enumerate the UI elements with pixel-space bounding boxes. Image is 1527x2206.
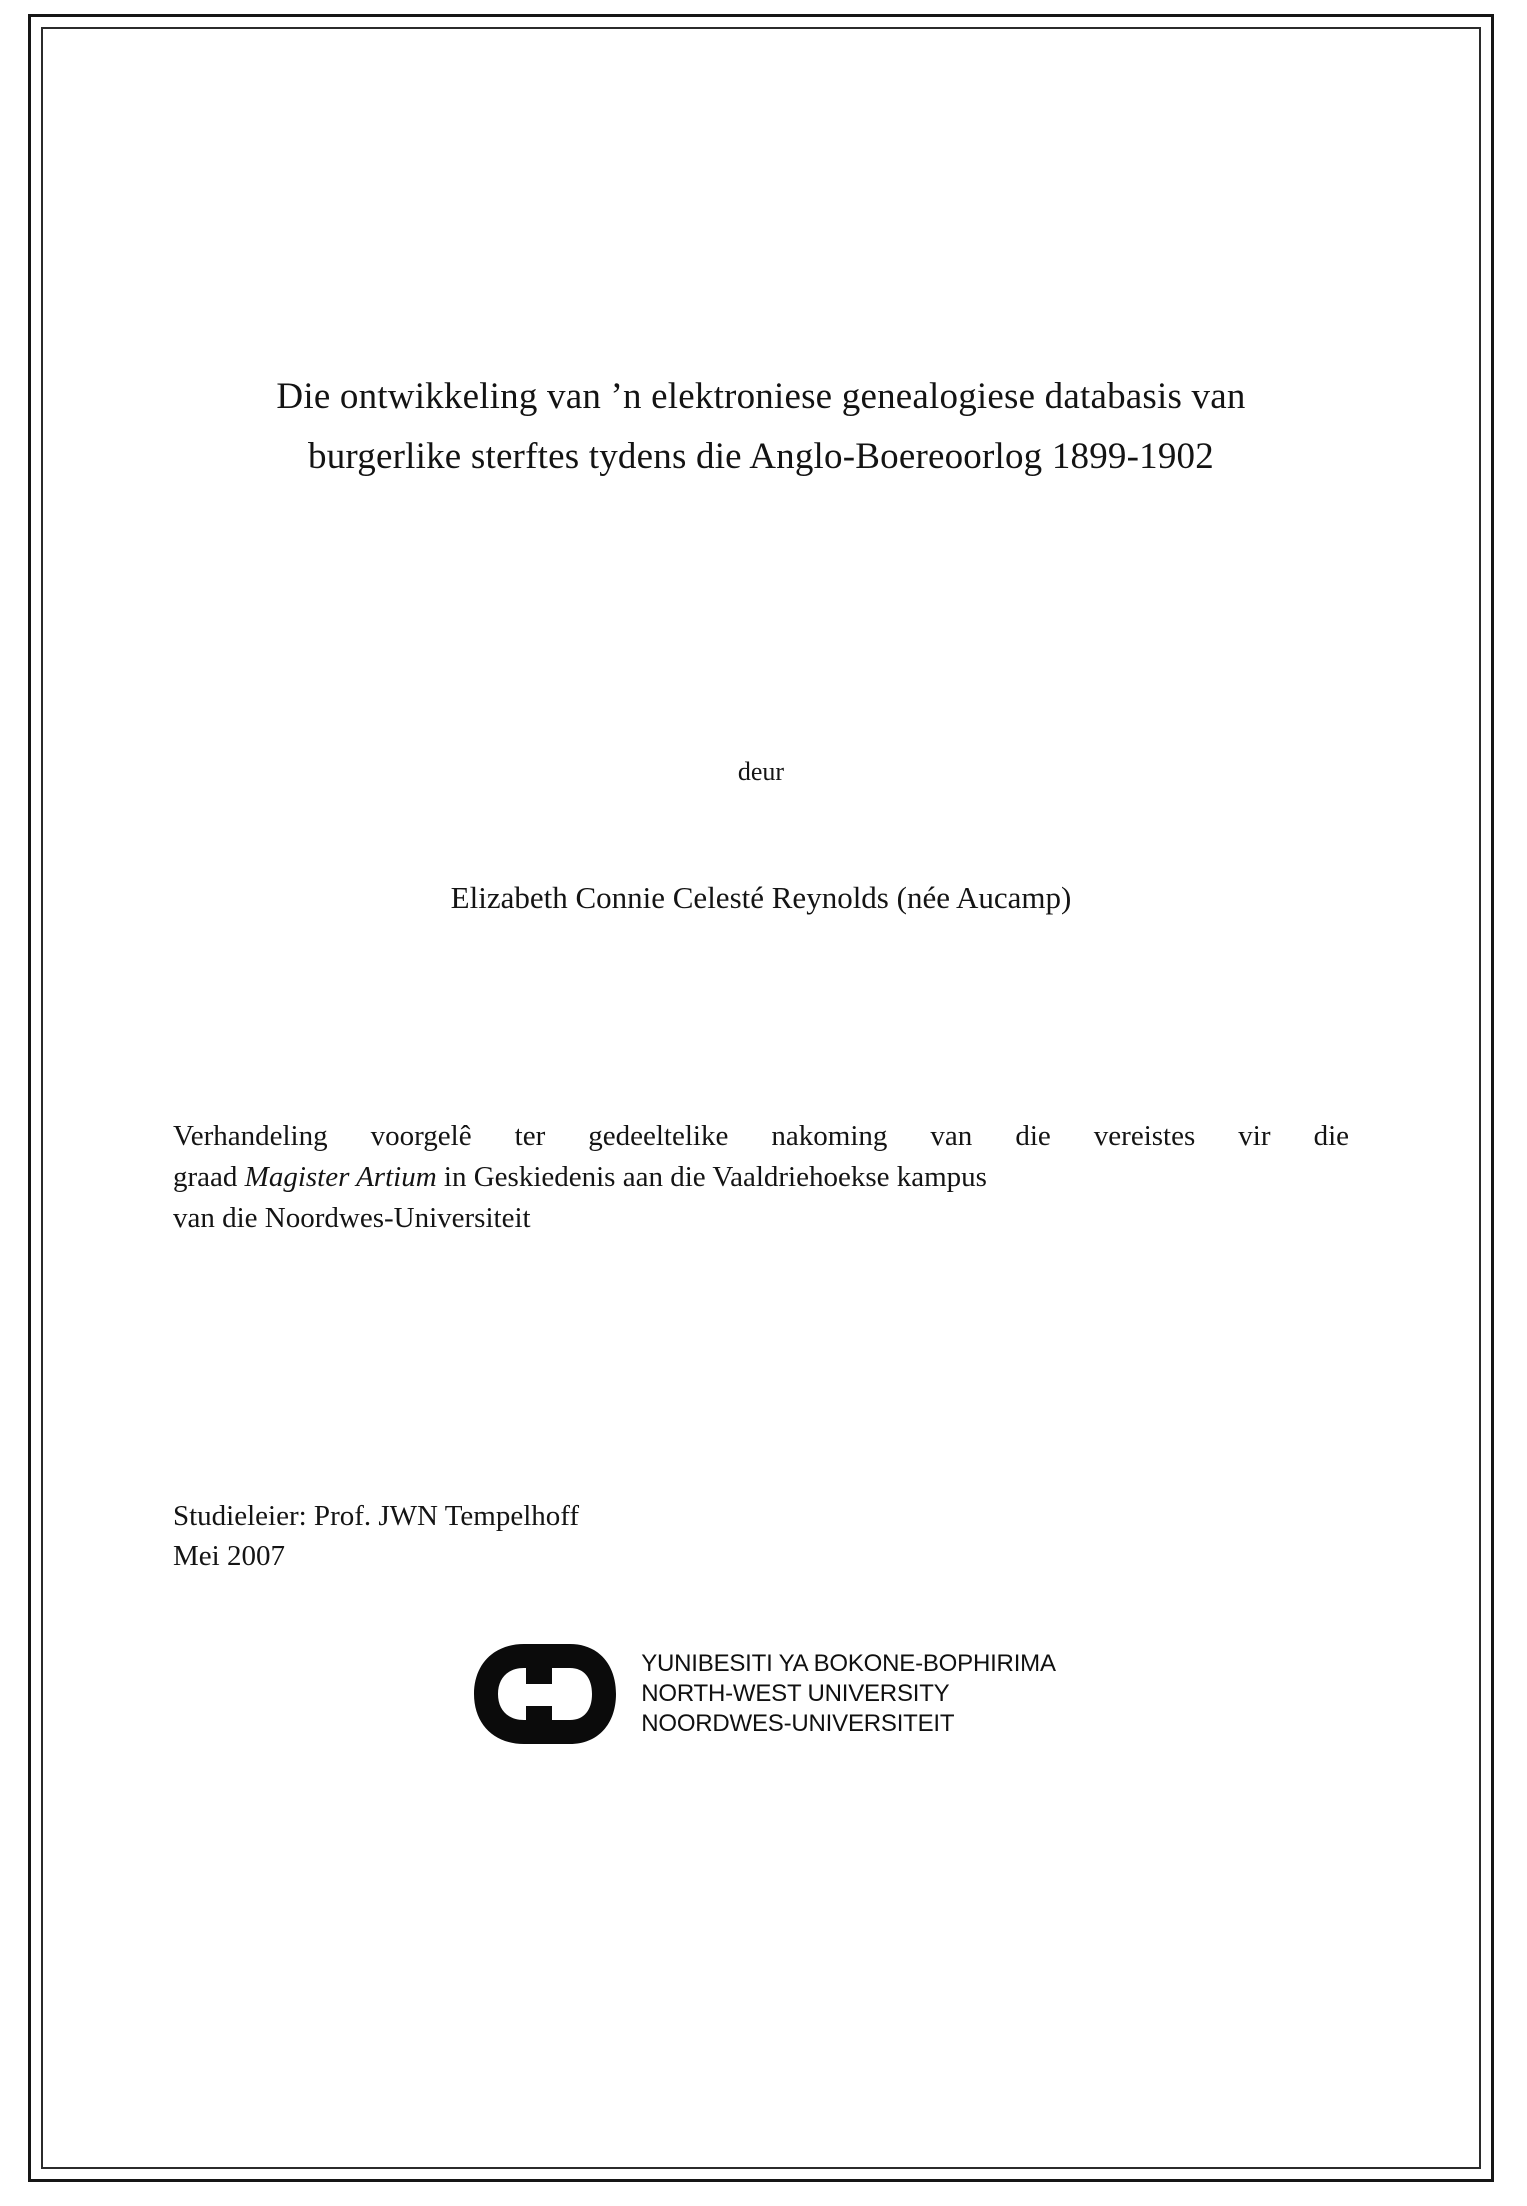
degree-statement-line-2-post: in Geskiedenis aan die Vaaldriehoekse kampus bbox=[436, 1161, 987, 1194]
scanned-page bbox=[28, 14, 1494, 2182]
title-line-2: burgerlike sterftes tydens die Anglo-Boereoorlog 1899-1902 bbox=[308, 435, 1214, 477]
page-title bbox=[173, 367, 1349, 487]
degree-statement-line-3: van die Noordwes-Universiteit bbox=[173, 1202, 531, 1235]
logo-text-block bbox=[641, 1649, 1056, 1738]
title-page-content bbox=[43, 29, 1479, 2167]
supervisor-line: Studieleier: Prof. JWN Tempelhoff bbox=[173, 1500, 580, 1533]
logo-text-line-1: YUNIBESITI YA BOKONE-BOPHIRIMA bbox=[641, 1650, 1056, 1678]
title-line-1: Die ontwikkeling van ’n elektroniese genealogiese databasis van bbox=[276, 376, 1246, 417]
by-label: deur bbox=[737, 756, 785, 786]
university-logo bbox=[173, 1638, 1349, 1750]
date-line: Mei 2007 bbox=[173, 1539, 285, 1572]
degree-name: Magister Artium bbox=[244, 1161, 437, 1194]
logo-text-line-3: NOORDWES-UNIVERSITEIT bbox=[641, 1709, 955, 1737]
page-border bbox=[41, 27, 1481, 2169]
degree-statement-line-2-pre: graad bbox=[173, 1161, 245, 1194]
author-name: Elizabeth Connie Celesté Reynolds (née Aucamp) bbox=[450, 879, 1072, 915]
supervisor-block bbox=[173, 1497, 1349, 1575]
degree-statement bbox=[173, 1116, 1349, 1240]
nwu-logo-icon bbox=[466, 1638, 631, 1750]
degree-statement-line-1: Verhandeling voorgelê ter gedeeltelike nakoming van die vereistes vir die bbox=[173, 1119, 1349, 1152]
degree-statement-line-2 bbox=[173, 1157, 1349, 1198]
logo-text-line-2: NORTH-WEST UNIVERSITY bbox=[641, 1679, 950, 1707]
